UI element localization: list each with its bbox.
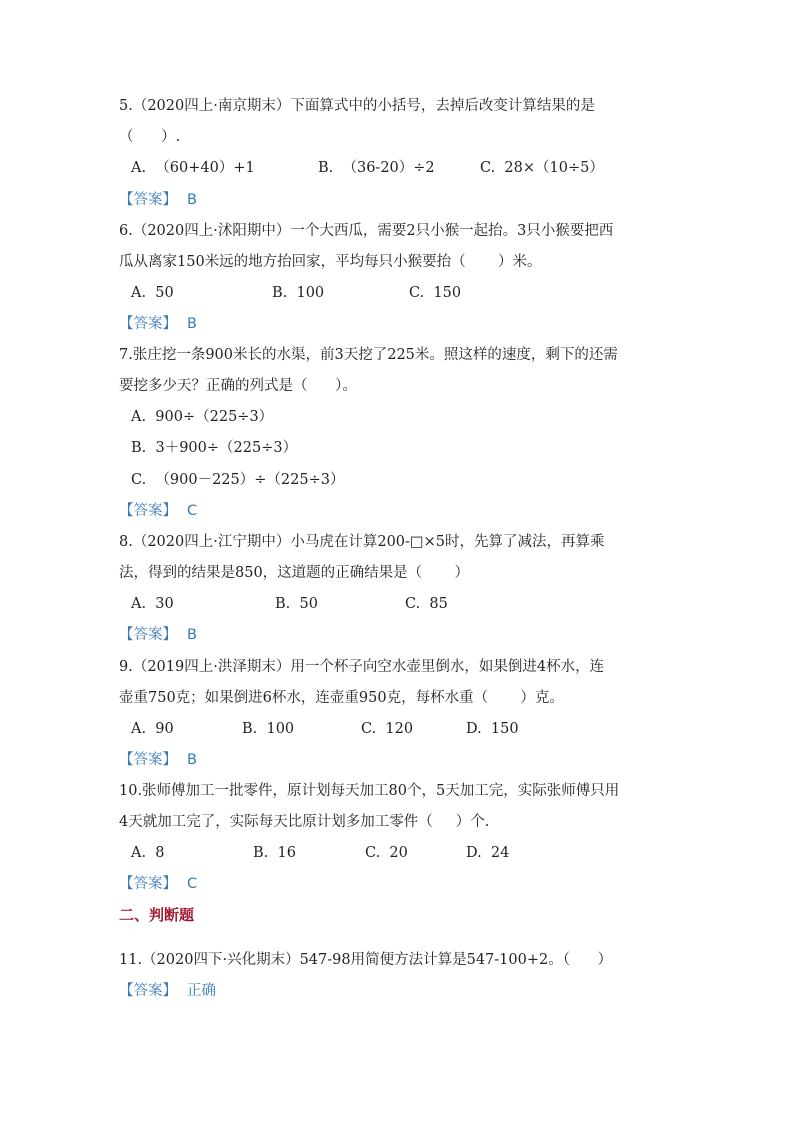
q7-option-b: B. 3＋900÷（225÷3） [131,440,298,456]
q6-stem-line2: 瓜从离家150米远的地方抬回家，平均每只小猴要抬（ ）米。 [119,254,542,270]
q8-option-b: B. 50 [275,596,318,612]
q10-option-d: D. 24 [466,845,510,861]
q8-answer [119,625,197,645]
q7-stem-line1: 7.张庄挖一条900米长的水渠，前3天挖了225米。照这样的速度，剩下的还需 [119,347,618,363]
q9-stem-line1: 9.（2019四上·洪泽期末）用一个杯子向空水壶里倒水，如果倒进4杯水，连 [119,659,605,675]
q10-stem-line2: 4天就加工完了，实际每天比原计划多加工零件（ ）个. [119,814,490,830]
q6-option-c: C. 150 [409,285,462,301]
q5-option-c: C. 28×（10÷5） [480,160,604,176]
q6-option-a: A. 50 [131,285,174,301]
q7-option-a: A. 900÷（225÷3） [131,409,274,425]
answer-tag: 【答案】 [119,627,177,643]
q8-answer-value: B [187,627,197,643]
q9-option-d: D. 150 [466,721,519,737]
answer-tag: 【答案】 [119,752,177,768]
q9-option-a: A. 90 [131,721,174,737]
q6-stem-line1: 6.（2020四上·沭阳期中）一个大西瓜，需要2只小猴一起抬。3只小猴要把西 [119,223,614,239]
q6-answer-value: B [187,316,197,332]
q11-stem-line1: 11.（2020四下·兴化期末）547-98用简便方法计算是547-100+2。（ ） [119,952,613,968]
q10-option-a: A. 8 [131,845,165,861]
q11-answer [119,981,216,1001]
q8-stem-line2: 法，得到的结果是850，这道题的正确结果是（ ） [119,565,469,581]
q10-stem-line1: 10.张师傅加工一批零件，原计划每天加工80个，5天加工完，实际张师傅只用 [119,783,620,799]
q9-answer [119,750,197,770]
q5-stem-line1: 5.（2020四上·南京期末）下面算式中的小括号，去掉后改变计算结果的是 [119,98,595,114]
q5-option-b: B. （36-20）÷2 [318,160,435,176]
q5-option-a: A. （60+40）+1 [131,160,255,176]
q8-option-c: C. 85 [405,596,448,612]
q7-answer [119,501,197,521]
q9-option-c: C. 120 [361,721,414,737]
q7-stem-line2: 要挖多少天？正确的列式是（ ）。 [119,378,357,394]
q10-option-b: B. 16 [253,845,296,861]
q10-answer-value: C [187,876,198,892]
q11-answer-value: 正确 [187,983,216,999]
answer-tag: 【答案】 [119,876,177,892]
q8-stem-line1: 8.（2020四上·江宁期中）小马虎在计算200-□×5时，先算了减法，再算乘 [119,534,605,550]
q10-answer [119,874,197,894]
q5-answer [119,190,197,210]
answer-tag: 【答案】 [119,503,177,519]
q7-answer-value: C [187,503,198,519]
q9-option-b: B. 100 [242,721,295,737]
answer-tag: 【答案】 [119,316,177,332]
q9-stem-line2: 壶重750克；如果倒进6杯水，连壶重950克，每杯水重（ ）克。 [119,690,564,706]
q9-answer-value: B [187,752,197,768]
q5-stem-line2: （ ）. [119,129,181,145]
q10-option-c: C. 20 [365,845,408,861]
section-heading-judgment: 二、判断题 [119,906,195,924]
q8-option-a: A. 30 [131,596,174,612]
q7-option-c: C. （900－225）÷（225÷3） [131,472,345,488]
q6-answer [119,314,197,334]
answer-tag: 【答案】 [119,192,177,208]
answer-tag: 【答案】 [119,983,177,999]
q6-option-b: B. 100 [272,285,325,301]
q5-answer-value: B [187,192,197,208]
